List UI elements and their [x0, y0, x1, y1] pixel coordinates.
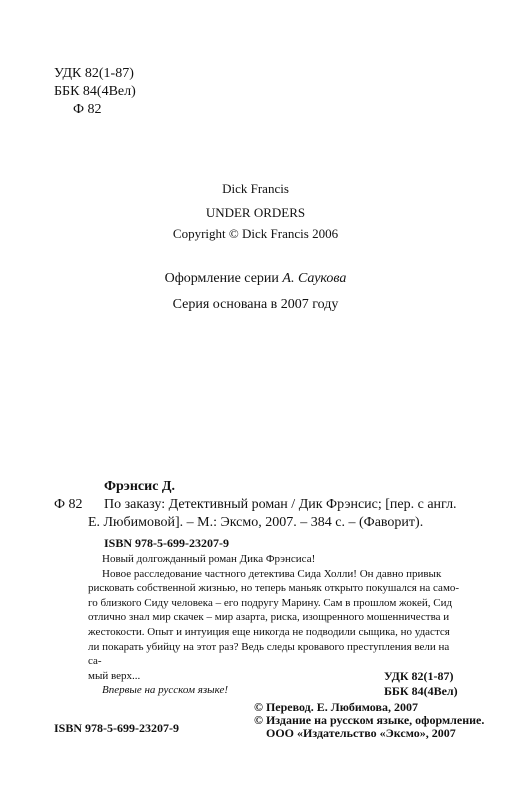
footer-credit-translation: © Перевод. Е. Любимова, 2007 — [254, 700, 418, 714]
original-title: UNDER ORDERS — [205, 205, 306, 220]
footer-credit-publisher: ООО «Издательство «Эксмо», 2007 — [266, 726, 456, 740]
catalog-sign: Ф 82 — [54, 497, 83, 512]
annotation-line: жестокости. Опыт и интуиция еще никогда не подводили сыщика, но удастся — [88, 625, 450, 638]
annotation-line: ли покарать убийцу на этот раз? Ведь следы кровавого преступления вели на са- — [88, 640, 450, 668]
catalog-description-line1: По заказу: Детективный роман / Дик Фрэнсис; [пер. с англ. — [104, 497, 457, 512]
first-time-note: Впервые на русском языке! — [102, 684, 229, 697]
udk-code-top: УДК 82(1-87) — [54, 66, 134, 81]
series-founded: Серия основана в 2007 году — [172, 297, 339, 312]
bbk-code-top: ББК 84(4Вел) — [54, 84, 136, 99]
catalog-description-line2: Е. Любимовой]. – М.: Эксмо, 2007. – 384 с. – (Фаворит). — [88, 515, 424, 530]
annotation-line: го близкого Сиду человека – его подругу Марину. Сам в прошлом жокей, Сид — [88, 596, 453, 609]
footer-isbn: ISBN 978-5-699-23207-9 — [54, 721, 179, 735]
annotation-line: Новый долгожданный роман Дика Фрэнсиса! — [102, 553, 316, 565]
series-design — [0, 271, 511, 287]
author-sign-top: Ф 82 — [73, 102, 102, 117]
footer-credit-edition: © Издание на русском языке, оформление. — [254, 713, 485, 727]
catalog-bbk: ББК 84(4Вел) — [384, 684, 458, 698]
catalog-isbn: ISBN 978-5-699-23207-9 — [104, 536, 229, 550]
original-author: Dick Francis — [222, 181, 289, 196]
annotation-line: отлично знал мир скачек – мир азарта, риска, изощренного мошенничества и — [88, 611, 450, 624]
original-copyright: Copyright © Dick Francis 2006 — [172, 226, 339, 241]
catalog-author-heading: Фрэнсис Д. — [104, 479, 176, 494]
catalog-udk: УДК 82(1-87) — [384, 669, 454, 683]
series-design-label: Оформление серии — [164, 271, 279, 286]
annotation-line: рисковать собственной жизнью, но теперь маньяк открыто покушался на само- — [88, 582, 460, 595]
annotation-line: мый верх... — [88, 669, 141, 682]
series-designer-name: А. Саукова — [282, 271, 347, 286]
annotation-line: Новое расследование частного детектива Сида Холли! Он давно привык — [102, 567, 442, 580]
